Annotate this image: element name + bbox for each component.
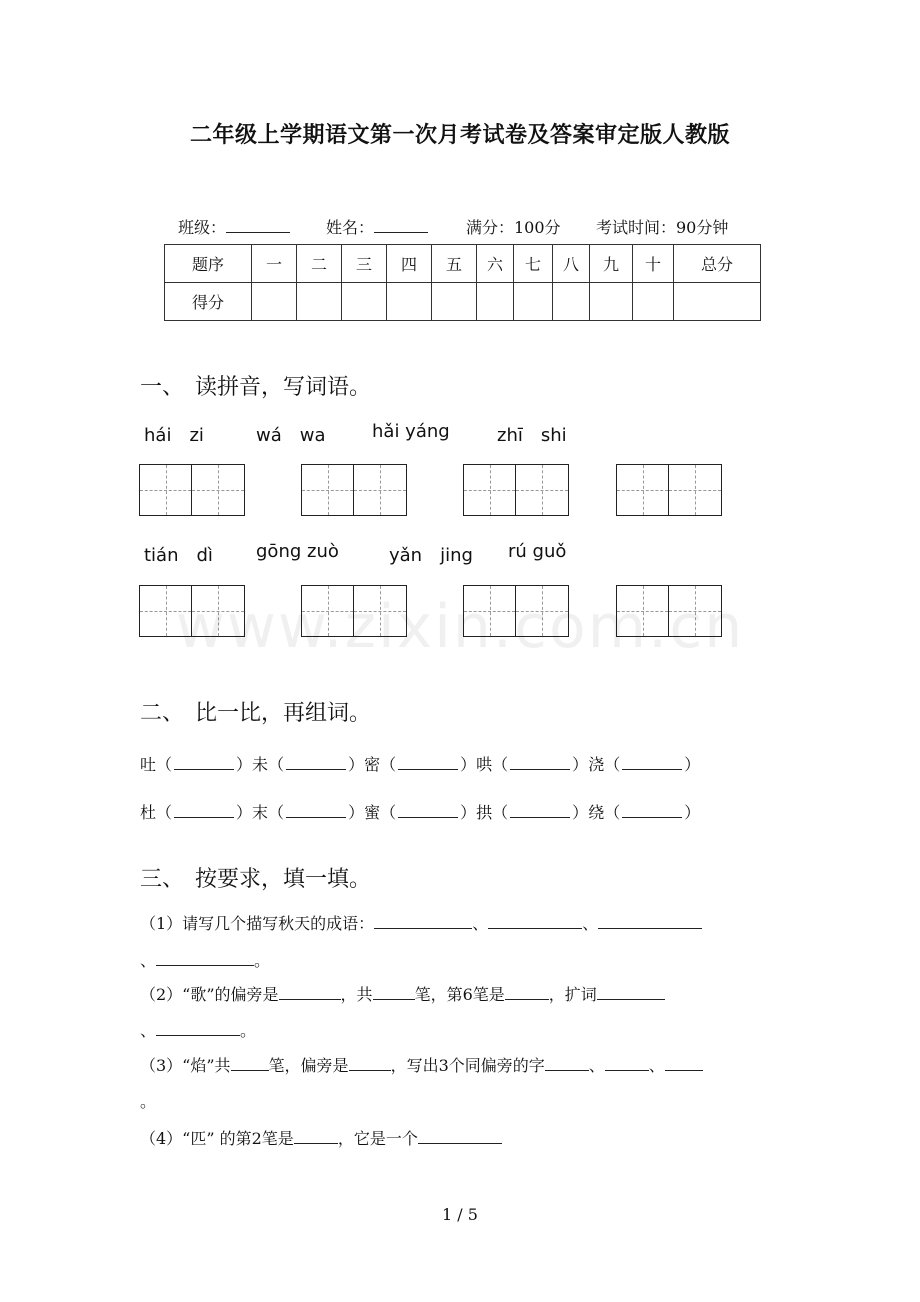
separator: 、: [472, 914, 489, 933]
score-header-row: [165, 245, 761, 283]
header-cell: 二: [297, 245, 342, 283]
q4-text: ，它是一个: [337, 1129, 418, 1148]
answer-blank[interactable]: [349, 1056, 391, 1071]
q1-text: （1）请写几个描写秋天的成语：: [140, 914, 375, 933]
score-cell[interactable]: [252, 283, 297, 321]
question-1-cont: [140, 948, 270, 971]
separator: 、: [582, 914, 599, 933]
compare-char: 杜: [140, 803, 157, 822]
answer-blank[interactable]: [510, 757, 570, 770]
question-4: [140, 1126, 502, 1149]
pinyin-4: zhī shi: [497, 425, 567, 446]
pinyin-7: yǎn jing: [389, 545, 473, 566]
header-cell: 总分: [674, 245, 761, 283]
full-score: 满分：100分: [466, 218, 561, 237]
q4-text: （4）“匹” 的第2笔是: [140, 1129, 294, 1148]
answer-blank[interactable]: [488, 914, 582, 929]
answer-blank[interactable]: [286, 805, 346, 818]
separator: 、: [140, 1021, 157, 1040]
separator: 、: [140, 951, 157, 970]
compare-char: 蜜: [364, 803, 381, 822]
name-blank[interactable]: [374, 218, 428, 233]
q3-text: （3）“焰”共: [140, 1056, 231, 1075]
period: 。: [254, 951, 271, 970]
q3-text: ，写出3个同偏旁的字: [390, 1056, 545, 1075]
answer-blank[interactable]: [505, 985, 549, 1000]
watermark: www.zixin.com.cn: [175, 592, 745, 662]
q2-text: ，共: [340, 985, 373, 1004]
answer-blank[interactable]: [294, 1129, 338, 1144]
score-cell[interactable]: [590, 283, 633, 321]
answer-blank[interactable]: [398, 805, 458, 818]
header-cell: 一: [252, 245, 297, 283]
score-table: [164, 244, 761, 321]
header-cell: 六: [477, 245, 514, 283]
answer-blank[interactable]: [418, 1129, 502, 1144]
class-blank[interactable]: [226, 218, 290, 233]
answer-blank[interactable]: [622, 805, 682, 818]
score-row: [165, 283, 761, 321]
compare-char: 浇: [588, 755, 605, 774]
compare-char: 哄: [476, 755, 493, 774]
compare-char: 吐: [140, 755, 157, 774]
writing-grid[interactable]: [139, 464, 245, 516]
answer-blank[interactable]: [286, 757, 346, 770]
header-cell: 五: [432, 245, 477, 283]
answer-blank[interactable]: [279, 985, 341, 1000]
section1-heading: 一、 读拼音，写词语。: [140, 375, 372, 400]
question-2-cont: [140, 1018, 256, 1041]
answer-blank[interactable]: [374, 914, 472, 929]
q2-text: ，扩词: [548, 985, 597, 1004]
answer-blank[interactable]: [510, 805, 570, 818]
score-cell[interactable]: [514, 283, 553, 321]
header-cell: 八: [553, 245, 590, 283]
header-cell: 三: [342, 245, 387, 283]
separator: 、: [588, 1056, 605, 1075]
q3-text: 笔，偏旁是: [268, 1056, 349, 1075]
answer-blank[interactable]: [231, 1056, 269, 1071]
answer-blank[interactable]: [156, 1021, 240, 1036]
page-number: 1 / 5: [442, 1205, 478, 1224]
score-cell[interactable]: [387, 283, 432, 321]
period: 。: [140, 1092, 157, 1111]
header-cell: 十: [633, 245, 674, 283]
score-cell[interactable]: [477, 283, 514, 321]
compare-char: 绕: [588, 803, 605, 822]
compare-char: 末: [252, 803, 269, 822]
compare-row-1: 吐（ ）未（ ）密（ ）哄（ ）浇（ ）: [140, 755, 701, 774]
question-1: [140, 911, 702, 934]
class-field: [178, 215, 290, 238]
score-cell[interactable]: [432, 283, 477, 321]
score-row-label: 得分: [165, 283, 252, 321]
writing-grid[interactable]: [301, 464, 407, 516]
compare-char: 密: [364, 755, 381, 774]
answer-blank[interactable]: [373, 985, 415, 1000]
answer-blank[interactable]: [398, 757, 458, 770]
writing-grid[interactable]: [616, 464, 722, 516]
name-field: [326, 215, 428, 238]
score-cell[interactable]: [633, 283, 674, 321]
answer-blank[interactable]: [174, 757, 234, 770]
pinyin-8: rú guǒ: [508, 541, 567, 562]
score-cell[interactable]: [553, 283, 590, 321]
name-label: 姓名：: [326, 218, 375, 237]
section3-heading: 三、 按要求，填一填。: [140, 867, 372, 892]
pinyin-2: wá wa: [256, 425, 326, 446]
pinyin-3: hǎi yáng: [372, 421, 450, 442]
answer-blank[interactable]: [605, 1056, 649, 1071]
page-title: 二年级上学期语文第一次月考试卷及答案审定版人教版: [189, 122, 730, 148]
compare-char: 未: [252, 755, 269, 774]
class-label: 班级：: [178, 218, 227, 237]
pinyin-6: gōng zuò: [256, 541, 339, 562]
answer-blank[interactable]: [156, 951, 254, 966]
header-cell: 四: [387, 245, 432, 283]
answer-blank[interactable]: [597, 985, 665, 1000]
compare-char: 拱: [476, 803, 493, 822]
header-cell: 七: [514, 245, 553, 283]
answer-blank[interactable]: [598, 914, 702, 929]
section2-heading: 二、 比一比，再组词。: [140, 701, 372, 726]
question-2: [140, 982, 665, 1005]
score-cell[interactable]: [342, 283, 387, 321]
period: 。: [240, 1021, 257, 1040]
question-3-cont: [140, 1089, 156, 1112]
score-cell[interactable]: [674, 283, 761, 321]
answer-blank[interactable]: [665, 1056, 703, 1071]
q2-text: （2）“歌”的偏旁是: [140, 985, 279, 1004]
separator: 、: [648, 1056, 665, 1075]
pinyin-1: hái zi: [144, 425, 204, 446]
answer-blank[interactable]: [174, 805, 234, 818]
compare-row-2: 杜（ ）末（ ）蜜（ ）拱（ ）绕（ ）: [140, 803, 701, 822]
writing-grid[interactable]: [463, 464, 569, 516]
exam-time: 考试时间：90分钟: [596, 218, 729, 237]
answer-blank[interactable]: [622, 757, 682, 770]
header-cell: 题序: [165, 245, 252, 283]
score-cell[interactable]: [297, 283, 342, 321]
answer-blank[interactable]: [545, 1056, 589, 1071]
question-3: [140, 1053, 703, 1076]
pinyin-5: tián dì: [144, 545, 213, 566]
q2-text: 笔，第6笔是: [414, 985, 505, 1004]
header-cell: 九: [590, 245, 633, 283]
